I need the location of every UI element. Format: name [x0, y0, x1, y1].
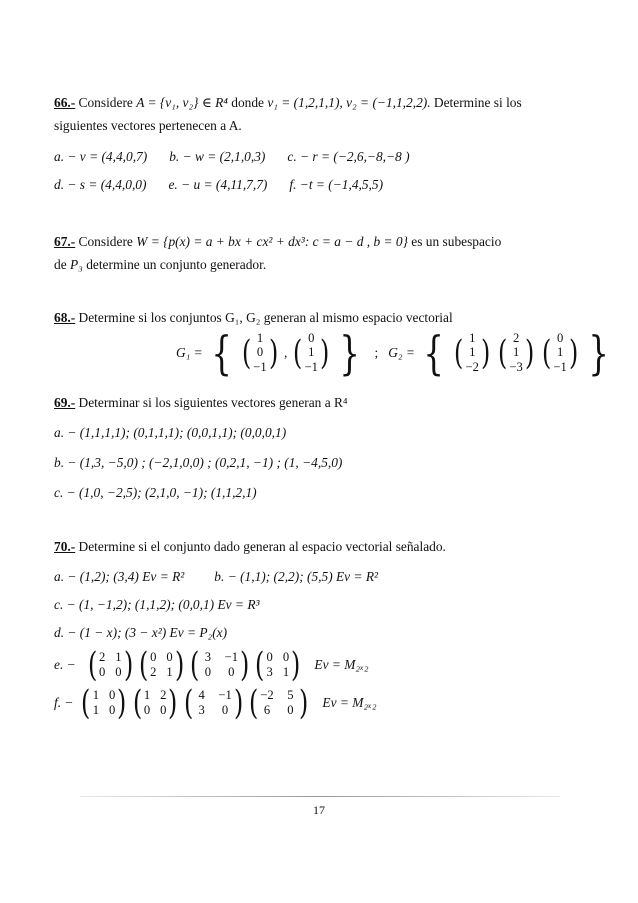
set-g1-close-brace: }: [339, 326, 361, 380]
problem-68-number: 68.-: [54, 310, 76, 325]
g1-vector-1: ( 1 0 −1 ): [241, 331, 278, 374]
f-matrix-4: ( −2 5 6 0 ): [249, 683, 309, 723]
page-number: 17: [313, 803, 325, 817]
g2-v1-entry: −2: [465, 359, 479, 374]
problem-66-text: Determine si los: [430, 95, 522, 110]
f-matrix-1: ( 1 0 1 0 ): [81, 683, 127, 723]
matrix-entry: 1: [282, 664, 290, 679]
item-66f: f. −t = (−1,4,5,5): [289, 177, 384, 192]
f-matrix-3: ( 4 −1 3 0 ): [183, 683, 244, 723]
matrix-entry: 1: [166, 664, 173, 679]
matrix-entry: 0: [266, 650, 273, 665]
matrix-entry: 0: [115, 664, 122, 679]
set-g2-open-brace: {: [423, 326, 444, 380]
problem-66-set: A = {v₁, v₂} ∈ R⁴: [136, 95, 228, 110]
problem-66-vectors: v₁ = (1,2,1,1), v₂ = (−1,1,2,2).: [267, 95, 431, 110]
matrix-entry: 0: [228, 664, 235, 679]
matrix-entry: 0: [109, 688, 116, 703]
matrix-entry: 2: [150, 664, 157, 679]
matrix-entry: −1: [218, 688, 232, 703]
problem-68-text: Determine si los conjuntos G₁, G₂ generan al mismo espacio vectorial: [75, 310, 453, 325]
problem-67-text: Considere: [75, 234, 137, 249]
matrix-entry: 0: [160, 702, 167, 717]
g2-v3-entry: −1: [553, 359, 567, 374]
set-g1-open-brace: {: [211, 326, 232, 380]
problem-67-number: 67.-: [54, 234, 76, 249]
item-66c: c. − r = (−2,6,−8,−8 ): [287, 149, 410, 164]
g1-v1-entry: 0: [256, 345, 264, 360]
item-66e: e. − u = (4,11,7,7): [168, 177, 268, 192]
e-matrix-3: ( 3 −1 0 0 ): [189, 645, 250, 685]
problem-69-number: 69.-: [54, 395, 76, 410]
g2-v3-entry: 1: [556, 345, 564, 360]
item-66d: d. − s = (4,4,0,0): [54, 177, 147, 192]
problem-67-text: es un subespacio: [407, 234, 502, 249]
matrix-entry: 3: [198, 702, 205, 717]
item-69b: b. − (1,3, −5,0) ; (−2,1,0,0) ; (0,2,1, −1) ; (1, −4,5,0): [54, 455, 343, 470]
matrix-entry: 0: [204, 664, 212, 679]
item-70f-space: Ev = M₂ₓ₂: [322, 695, 377, 711]
f-matrix-2: ( 1 2 0 0 ): [132, 683, 178, 723]
problem-67-space: P₃: [70, 257, 83, 272]
problem-69-text: Determinar si los siguientes vectores generan a R⁴: [75, 395, 348, 410]
matrix-entry: 5: [287, 688, 294, 703]
g2-v2-entry: −3: [509, 359, 523, 374]
matrix-entry: 2: [98, 650, 106, 665]
matrix-entry: 0: [143, 702, 151, 717]
item-70e: [54, 645, 369, 685]
e-matrix-4: ( 0 0 3 1 ): [255, 645, 301, 685]
g1-vector-2: ( 0 1 −1 ): [293, 331, 330, 374]
footer-divider: [80, 796, 560, 797]
problem-69-line1: [54, 396, 348, 409]
matrix-entry: 0: [287, 702, 294, 717]
g2-v3-entry: 0: [556, 331, 564, 346]
problem-70-number: 70.-: [54, 539, 76, 554]
matrix-entry: 0: [282, 650, 290, 665]
g1-comma: ,: [283, 345, 288, 361]
g2-vector-3: ( 0 1 −1 ): [542, 331, 579, 374]
g2-v1-entry: 1: [469, 331, 476, 346]
problem-66-number: 66.-: [54, 95, 76, 110]
e-matrix-1: ( 2 1 0 0 ): [87, 645, 133, 685]
e-matrix-2: ( 0 0 2 1 ): [138, 645, 184, 685]
problem-70-row-ab: [54, 570, 378, 583]
problem-67-text: de: [54, 257, 70, 272]
item-70f: [54, 683, 377, 723]
g1-v1-entry: 1: [256, 331, 264, 346]
problem-70-text: Determine si el conjunto dado generan al espacio vectorial señalado.: [75, 539, 446, 554]
item-70b: b. − (1,1); (2,2); (5,5) Ev = R²: [214, 569, 379, 584]
matrix-entry: 3: [204, 650, 212, 665]
g1-v2-entry: −1: [304, 359, 318, 374]
problem-67-text: determine un conjunto generador.: [82, 257, 267, 272]
matrix-entry: 1: [115, 650, 122, 665]
item-66b: b. − w = (2,1,0,3): [169, 149, 266, 164]
g2-vector-1: ( 1 1 −2 ): [454, 331, 491, 374]
set-g2-label: G₂ =: [388, 345, 415, 361]
problem-67-line1: [54, 235, 501, 248]
problem-66-text: Considere: [75, 95, 137, 110]
item-70a: a. − (1,2); (3,4) Ev = R²: [54, 569, 185, 584]
g1-v2-entry: 1: [308, 345, 315, 360]
g1-v2-entry: 0: [308, 331, 315, 346]
matrix-entry: 2: [160, 688, 167, 703]
set-g1-label: G₁ =: [176, 345, 203, 361]
item-69a: a. − (1,1,1,1); (0,1,1,1); (0,0,1,1); (0,0,0,1): [54, 425, 287, 440]
matrix-entry: 3: [266, 664, 273, 679]
matrix-entry: 1: [92, 702, 100, 717]
g1-v1-entry: −1: [253, 359, 267, 374]
g2-v1-entry: 1: [469, 345, 476, 360]
matrix-entry: 4: [198, 688, 205, 703]
g-separator: ;: [374, 345, 379, 361]
problem-66-line1: [54, 96, 522, 109]
matrix-entry: 0: [109, 702, 116, 717]
item-69c: c. − (1,0, −2,5); (2,1,0, −1); (1,1,2,1): [54, 485, 257, 500]
problem-66-items-row1: [54, 150, 410, 163]
problem-67-set: W = {p(x) = a + bx + cx² + dx³: c = a − d , b = 0}: [136, 234, 408, 249]
problem-70-line1: [54, 540, 446, 553]
problem-66-text: donde: [227, 95, 268, 110]
problem-67-line2: [54, 258, 266, 271]
problem-66-items-row2: [54, 178, 383, 191]
problem-68-line1: [54, 311, 453, 324]
matrix-entry: −1: [224, 650, 239, 665]
item-70f-label: f. −: [54, 695, 74, 711]
matrix-entry: 6: [263, 702, 271, 717]
problem-66-line2: siguientes vectores pertenecen a A.: [54, 118, 242, 133]
item-66a: a. − v = (4,4,0,7): [54, 149, 148, 164]
problem-68-sets: [176, 326, 613, 380]
matrix-entry: 0: [98, 664, 106, 679]
set-g2-close-brace: }: [588, 326, 609, 380]
matrix-entry: −2: [260, 688, 274, 703]
matrix-entry: 0: [221, 702, 229, 717]
item-70d: d. − (1 − x); (3 − x²) Ev = P₂(x): [54, 625, 228, 640]
matrix-entry: 0: [150, 650, 157, 665]
g2-v2-entry: 1: [513, 345, 520, 360]
matrix-entry: 1: [143, 688, 151, 703]
g2-v2-entry: 2: [513, 331, 520, 346]
matrix-entry: 0: [166, 650, 173, 665]
item-70e-label: e. −: [54, 657, 76, 673]
matrix-entry: 1: [92, 688, 100, 703]
item-70c: c. − (1, −1,2); (1,1,2); (0,0,1) Ev = R³: [54, 597, 260, 612]
g2-vector-2: ( 2 1 −3 ): [498, 331, 535, 374]
item-70e-space: Ev = M₂ₓ₂: [314, 657, 369, 673]
